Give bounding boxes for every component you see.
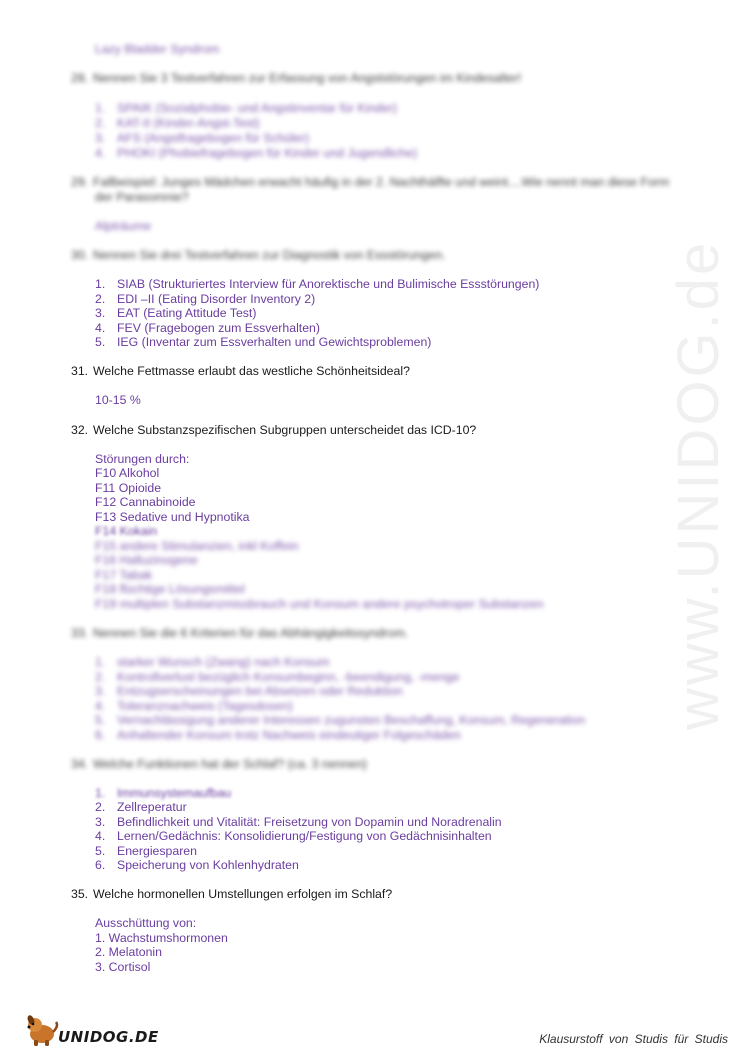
line-text: F19 multiplen Substanzmissbrauch und Konsum andere psychotroper Substanzen	[95, 597, 544, 611]
line-text: KAT-II (Kinder-Angst-Test)	[117, 116, 260, 130]
line-text: Welche Substanzspezifischen Subgruppen unterscheidet das ICD-10?	[93, 423, 477, 437]
answer-line	[95, 219, 151, 234]
answer-line	[95, 510, 250, 525]
list-number: 1.	[95, 655, 106, 669]
line-text: Zellreperatur	[117, 800, 187, 814]
line-text: Energiesparen	[117, 844, 197, 858]
list-number: 6.	[95, 858, 106, 872]
answer-line	[95, 292, 315, 307]
answer-line	[95, 568, 152, 583]
line-text: PHOKI (Phobiefragebogen für Kinder und Jugendliche)	[117, 146, 418, 160]
line-text: F11 Opioide	[95, 481, 162, 495]
answer-line	[95, 277, 539, 292]
answer-line	[95, 116, 260, 131]
answer-line	[95, 306, 256, 321]
question-line	[71, 175, 669, 190]
question-line	[71, 71, 521, 86]
answer-line	[95, 655, 329, 670]
line-text: Fallbeispiel: Junges Mädchen erwacht häufig in der 2. Nachthälfte und weint....Wie nennt man diese Form	[93, 175, 670, 189]
list-number: 2.	[95, 800, 106, 814]
list-number: 5.	[95, 844, 106, 858]
list-number: 5.	[95, 713, 106, 727]
line-text: Anhaltender Konsum trotz Nachweis eindeutiger Folgeschäden	[117, 728, 461, 742]
answer-line	[95, 858, 299, 873]
question-line	[71, 364, 410, 379]
list-number: 4.	[95, 829, 106, 843]
line-text: Welche Funktionen hat der Schlaf? (ca. 3 nennen)	[93, 757, 367, 771]
list-number: 30.	[71, 248, 89, 262]
line-text: 10-15 %	[95, 393, 141, 407]
answer-line	[95, 335, 431, 350]
list-number: 2.	[95, 670, 106, 684]
answer-line	[95, 844, 197, 859]
answer-line	[95, 452, 189, 467]
line-text: Ausschüttung von:	[95, 916, 197, 930]
line-text: F16 Halluzinogene	[95, 553, 198, 567]
footer-logo-text: UNIDOG.DE	[58, 1028, 159, 1046]
answer-line	[95, 670, 459, 685]
line-text: Kontrollverlust bezüglich Konsumbeginn, -beendigung, -menge	[117, 670, 460, 684]
line-text: F14 Kokain	[95, 524, 158, 538]
answer-line	[95, 931, 228, 946]
answer-line	[95, 728, 461, 743]
answer-line	[95, 786, 231, 801]
list-number: 1.	[95, 786, 106, 800]
list-number: 31.	[71, 364, 89, 378]
list-number: 34.	[71, 757, 89, 771]
line-text: Entzugserscheinungen bei Absetzen oder Reduktion	[117, 684, 403, 698]
list-number: 35.	[71, 887, 89, 901]
line-text: IEG (Inventar zum Essverhalten und Gewichtsproblemen)	[117, 335, 432, 349]
answer-line	[95, 699, 293, 714]
line-text: EDI –II (Eating Disorder Inventory 2)	[117, 292, 316, 306]
list-number: 3.	[95, 684, 106, 698]
answer-line	[95, 42, 219, 57]
list-number: 28.	[71, 71, 89, 85]
line-text: Welche Fettmasse erlaubt das westliche Schönheitsideal?	[93, 364, 410, 378]
line-text: F17 Tabak	[95, 568, 153, 582]
line-text: Befindlichkeit und Vitalität: Freisetzung von Dopamin und Noradrenalin	[117, 815, 502, 829]
line-text: Welche hormonellen Umstellungen erfolgen im Schlaf?	[93, 887, 393, 901]
line-text: AFS (Angstfragebogen für Schüler)	[117, 131, 310, 145]
list-number: 4.	[95, 146, 106, 160]
answer-line	[95, 916, 196, 931]
watermark: www.UNIDOG.de	[666, 239, 731, 730]
answer-line	[95, 393, 141, 408]
line-text: F10 Alkohol	[95, 466, 160, 480]
line-text: Nennen Sie drei Testverfahren zur Diagnostik von Essstörungen.	[93, 248, 446, 262]
line-text: F12 Cannabinoide	[95, 495, 196, 509]
list-number: 4.	[95, 699, 106, 713]
footer-tagline: Klausurstoff von Studis für Studis	[539, 1032, 728, 1046]
list-number: 6.	[95, 728, 106, 742]
line-text: SIAB (Strukturiertes Interview für Anorektische und Bulimische Essstörungen)	[117, 277, 540, 291]
answer-line	[95, 582, 245, 597]
answer-line	[95, 945, 162, 960]
question-line	[71, 248, 445, 263]
answer-line	[95, 539, 298, 554]
list-number: 1.	[95, 101, 106, 115]
answer-line	[95, 713, 585, 728]
line-text: 3. Cortisol	[95, 960, 151, 974]
list-number: 5.	[95, 335, 106, 349]
line-text: Nennen Sie die 6 Kriterien für das Abhängigkeitssyndrom.	[93, 626, 409, 640]
list-number: 29.	[71, 175, 89, 189]
line-text: SPAIK (Sozialphobie- und Angstinventar für Kinder)	[117, 101, 398, 115]
answer-line	[95, 495, 196, 510]
answer-line	[95, 597, 543, 612]
line-text: Toleranznachweis (Tagesdosen)	[117, 699, 293, 713]
answer-line	[95, 524, 157, 539]
list-number: 3.	[95, 131, 106, 145]
line-text: 2. Melatonin	[95, 945, 162, 959]
line-text: Lernen/Gedächnis: Konsolidierung/Festigung von Gedächnisinhalten	[117, 829, 492, 843]
line-text: Alpträume	[95, 219, 152, 233]
answer-line	[95, 829, 492, 844]
list-number: 3.	[95, 306, 106, 320]
question-line	[71, 757, 367, 772]
line-text: Nennen Sie 3 Testverfahren zur Erfassung von Angststörungen im Kindesalter!	[93, 71, 522, 85]
answer-line	[95, 131, 309, 146]
line-text: Vernachlässigung anderer Interessen zugunsten Beschaffung, Konsum, Regeneration	[117, 713, 586, 727]
list-number: 2.	[95, 292, 106, 306]
question-line	[95, 190, 189, 205]
line-text: FEV (Fragebogen zum Essverhalten)	[117, 321, 320, 335]
list-number: 33.	[71, 626, 89, 640]
list-number: 32.	[71, 423, 89, 437]
answer-line	[95, 146, 417, 161]
answer-line	[95, 321, 320, 336]
question-line	[71, 626, 408, 641]
line-text: 1. Wachstumshormonen	[95, 931, 228, 945]
answer-line	[95, 466, 159, 481]
line-text: Lazy Bladder Syndrom	[95, 42, 220, 56]
line-text: EAT (Eating Attitude Test)	[117, 306, 257, 320]
line-text: starker Wunsch (Zwang) nach Konsum	[117, 655, 330, 669]
question-line	[71, 887, 392, 902]
answer-line	[95, 800, 187, 815]
line-text: Immunsystemaufbau	[117, 786, 232, 800]
answer-line	[95, 960, 150, 975]
answer-line	[95, 553, 198, 568]
line-text: Speicherung von Kohlenhydraten	[117, 858, 299, 872]
list-number: 4.	[95, 321, 106, 335]
answer-line	[95, 815, 502, 830]
answer-line	[95, 481, 161, 496]
answer-line	[95, 101, 397, 116]
list-number: 2.	[95, 116, 106, 130]
line-text: Störungen durch:	[95, 452, 190, 466]
line-text: F15 andere Stimulanzien, inkl Koffein	[95, 539, 299, 553]
list-number: 1.	[95, 277, 106, 291]
line-text: F13 Sedative und Hypnotika	[95, 510, 250, 524]
list-number: 3.	[95, 815, 106, 829]
answer-line	[95, 684, 403, 699]
line-text: F18 flüchtige Lösungsmittel	[95, 582, 245, 596]
line-text: der Parasomnie?	[95, 190, 189, 204]
question-line	[71, 423, 476, 438]
